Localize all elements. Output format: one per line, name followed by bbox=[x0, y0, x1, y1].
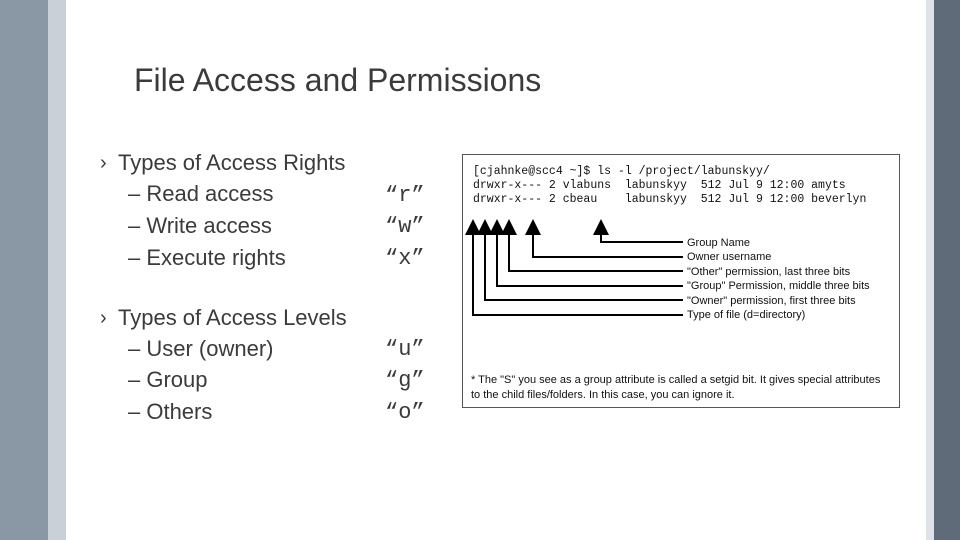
read-access-code: “r” bbox=[385, 183, 425, 208]
bullet-chevron: › bbox=[100, 152, 107, 174]
slide-title: File Access and Permissions bbox=[134, 62, 542, 98]
permission-arrows bbox=[463, 155, 901, 355]
setgid-note: * The "S" you see as a group attribute is called a setgid bit. It gives special attributes to the child files/folders. In this case, you can ignore it. bbox=[471, 374, 881, 401]
access-levels-heading: Types of Access Levels bbox=[118, 305, 347, 330]
write-access-item: – Write access bbox=[128, 213, 272, 238]
label-owner-permission: "Owner" permission, first three bits bbox=[687, 295, 856, 307]
read-access-item: – Read access bbox=[128, 181, 274, 206]
terminal-command-line: [cjahnke@scc4 ~]$ ls -l /project/labunskyy/ bbox=[473, 165, 770, 178]
label-other-permission: "Other" permission, last three bits bbox=[687, 266, 851, 278]
user-owner-item: – User (owner) bbox=[128, 336, 274, 361]
terminal-output-line: drwxr-x--- 2 cbeau labunskyy 512 Jul 9 12:00 beverlyn bbox=[473, 193, 867, 206]
execute-rights-item: – Execute rights bbox=[128, 245, 286, 270]
right-decor-bar-light bbox=[926, 0, 934, 540]
label-group-permission: "Group" Permission, middle three bits bbox=[687, 280, 870, 292]
bullet-chevron: › bbox=[100, 307, 107, 329]
left-decor-bar bbox=[0, 0, 48, 540]
terminal-example-box bbox=[462, 154, 900, 408]
others-item: – Others bbox=[128, 399, 213, 424]
write-access-code: “w” bbox=[385, 214, 425, 239]
user-owner-code: “u” bbox=[385, 337, 425, 362]
others-code: “o” bbox=[385, 400, 425, 425]
execute-rights-code: “x” bbox=[385, 246, 425, 271]
label-owner-username: Owner username bbox=[687, 251, 772, 263]
group-item: – Group bbox=[128, 367, 208, 392]
access-rights-heading: Types of Access Rights bbox=[118, 150, 346, 175]
left-decor-bar-light bbox=[48, 0, 66, 540]
right-decor-bar bbox=[934, 0, 960, 540]
group-code: “g” bbox=[385, 368, 425, 393]
terminal-output-line: drwxr-x--- 2 vlabuns labunskyy 512 Jul 9 12:00 amyts bbox=[473, 179, 846, 192]
label-file-type: Type of file (d=directory) bbox=[687, 309, 806, 321]
label-group-name: Group Name bbox=[687, 237, 750, 249]
